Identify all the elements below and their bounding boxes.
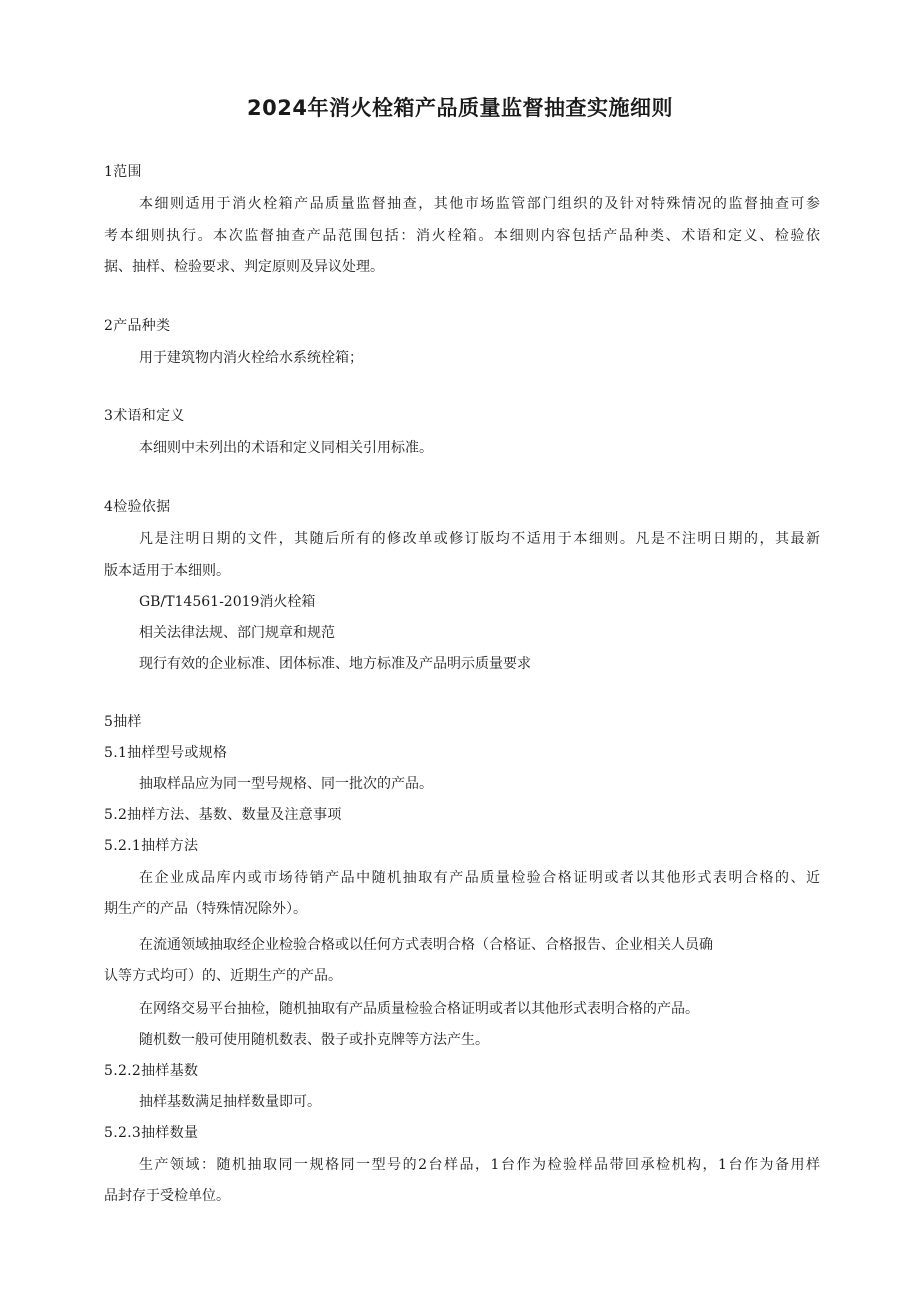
paragraph-line: 认等方式均可）的、近期生产的产品。 [104, 968, 342, 984]
document-title: 2024年消火栓箱产品质量监督抽查实施细则 [247, 96, 673, 120]
paragraph-line: 据、抽样、检验要求、判定原则及异议处理。 [104, 259, 384, 275]
heading-product-category: 2产品种类 [104, 318, 171, 334]
subheading: 5.2.2抽样基数 [104, 1063, 199, 1079]
heading-terms: 3术语和定义 [104, 408, 185, 424]
paragraph-line: 在企业成品库内或市场待销产品中随机抽取有产品质量检验合格证明或者以其他形式表明合格的、近 [139, 870, 820, 886]
paragraph-line: 抽样基数满足抽样数量即可。 [139, 1094, 321, 1110]
subheading: 5.2抽样方法、基数、数量及注意事项 [104, 807, 342, 823]
standard-reference: 现行有效的企业标准、团体标准、地方标准及产品明示质量要求 [139, 656, 531, 672]
subheading: 5.2.1抽样方法 [104, 838, 199, 854]
heading-basis: 4检验依据 [104, 499, 171, 515]
paragraph-line: 本细则适用于消火栓箱产品质量监督抽查，其他市场监管部门组织的及针对特殊情况的监督抽查可参 [139, 196, 820, 212]
paragraph-line: 用于建筑物内消火栓给水系统栓箱； [139, 350, 363, 366]
paragraph-line: 品封存于受检单位。 [104, 1188, 230, 1204]
heading-sampling: 5抽样 [104, 714, 142, 730]
paragraph-line: 凡是注明日期的文件，其随后所有的修改单或修订版均不适用于本细则。凡是不注明日期的，其最新 [139, 531, 820, 547]
paragraph-line: 期生产的产品（特殊情况除外）。 [104, 901, 307, 917]
paragraph-line: 在流通领域抽取经企业检验合格或以任何方式表明合格（合格证、合格报告、企业相关人员确 [139, 937, 713, 953]
standard-reference: GB/T14561-2019消火栓箱 [139, 594, 316, 610]
standard-reference: 相关法律法规、部门规章和规范 [139, 625, 335, 641]
paragraph-line: 版本适用于本细则。 [104, 563, 230, 579]
paragraph-line: 随机数一般可使用随机数表、骰子或扑克牌等方法产生。 [139, 1032, 489, 1048]
subheading: 5.1抽样型号或规格 [104, 745, 228, 761]
paragraph-line: 在网络交易平台抽检，随机抽取有产品质量检验合格证明或者以其他形式表明合格的产品。 [139, 1001, 699, 1017]
heading-scope: 1范围 [104, 164, 142, 180]
paragraph-line: 生产领域：随机抽取同一规格同一型号的2台样品，1台作为检验样品带回承检机构，1台作为备用样 [139, 1157, 820, 1173]
paragraph-line: 考本细则执行。本次监督抽查产品范围包括：消火栓箱。本细则内容包括产品种类、术语和定义、检验依 [104, 228, 820, 244]
paragraph-line: 抽取样品应为同一型号规格、同一批次的产品。 [139, 776, 433, 792]
paragraph-line: 本细则中未列出的术语和定义同相关引用标准。 [139, 440, 433, 456]
subheading: 5.2.3抽样数量 [104, 1125, 199, 1141]
